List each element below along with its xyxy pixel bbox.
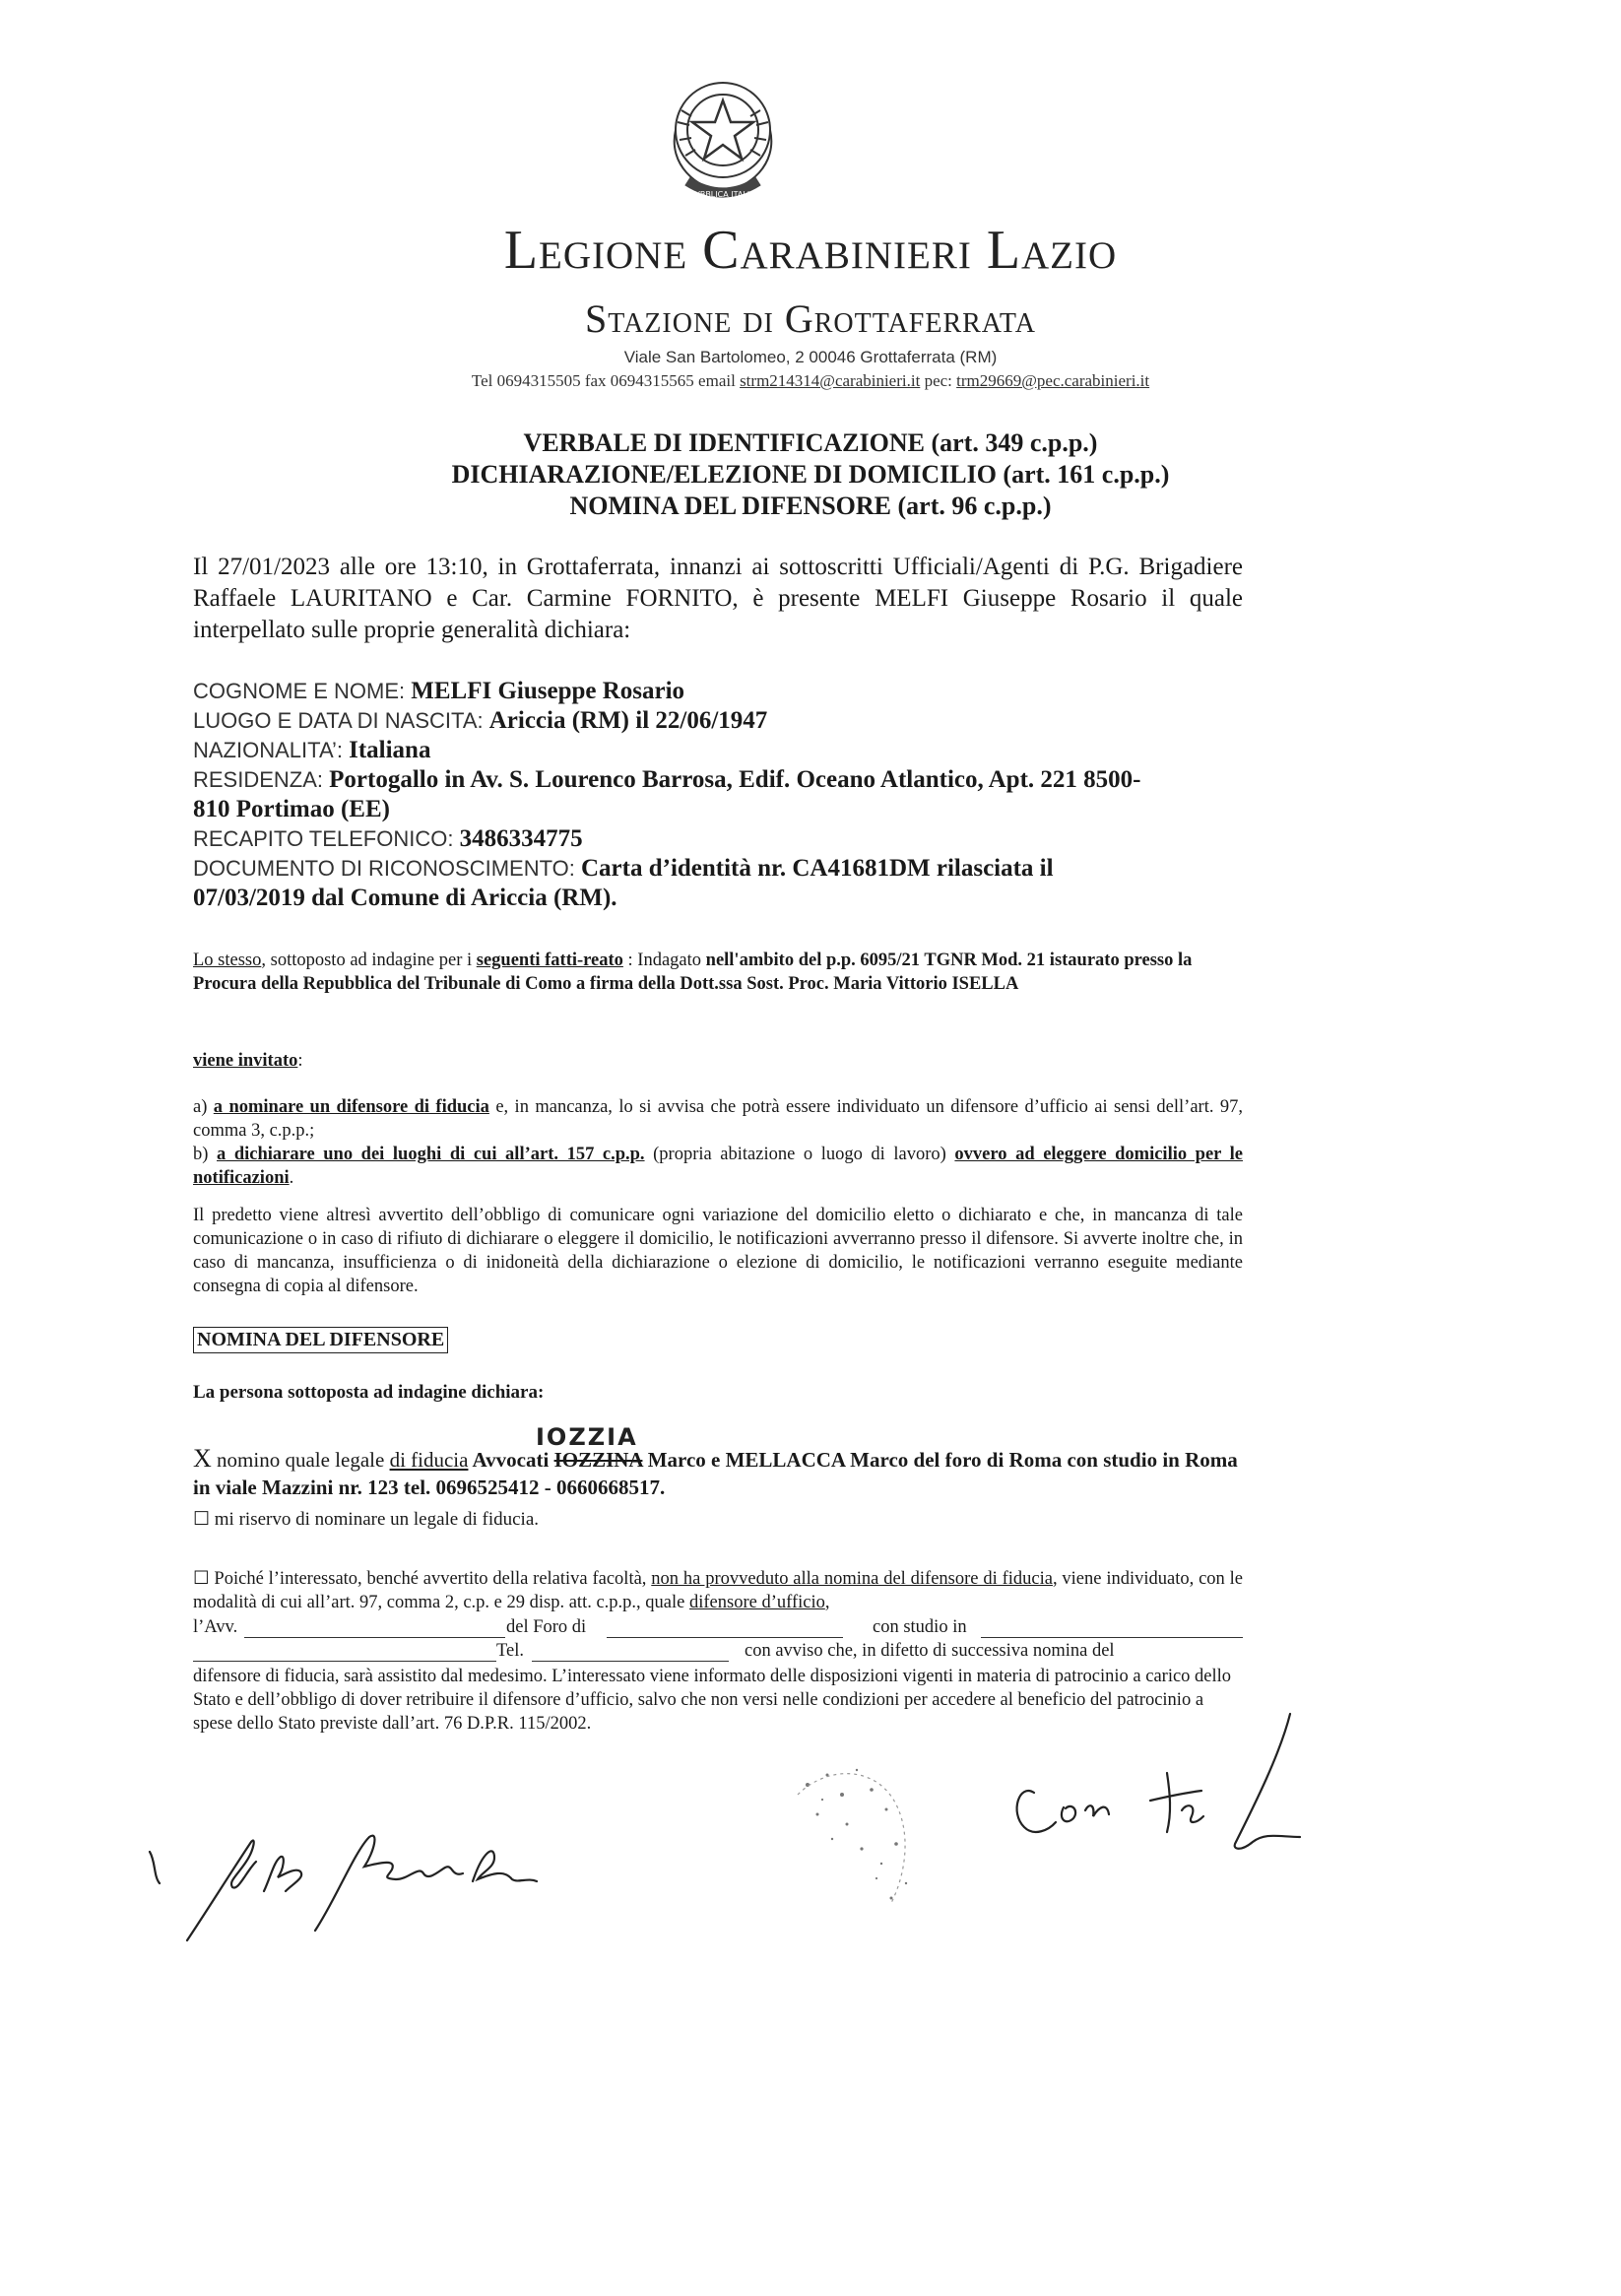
org-heading: Legione Carabinieri Lazio bbox=[503, 220, 1118, 281]
item-b-end: . bbox=[289, 1168, 294, 1188]
studio-label: con studio in bbox=[873, 1617, 967, 1637]
tel-blank[interactable] bbox=[532, 1641, 729, 1662]
di-fiducia: di fiducia bbox=[389, 1448, 469, 1472]
item-a-bold: a nominare un difensore di fiducia bbox=[213, 1097, 489, 1117]
name-label: COGNOME E NOME: bbox=[193, 679, 412, 703]
station-pec-link[interactable]: trm29669@pec.carabinieri.it bbox=[956, 371, 1150, 390]
investigation-details: nell'ambito del p.p. 6095/21 TGNR Mod. 21 istaurato presso la Procura della Repubblica del Tribunale di Como a firma della Dott.ssa Sost. Proc. Maria Vittorio ISELLA bbox=[193, 951, 1193, 994]
station-email-link[interactable]: strm214314@carabinieri.it bbox=[740, 371, 921, 390]
struck-name: IOZZINA bbox=[553, 1448, 643, 1472]
nomina-section-box: NOMINA DEL DIFENSORE bbox=[193, 1327, 448, 1353]
item-b-mid: (propria abitazione o luogo di lavoro) bbox=[644, 1145, 955, 1164]
document-value-2: 07/03/2019 dal Comune di Ariccia (RM). bbox=[193, 885, 617, 911]
invitato-colon: : bbox=[297, 1051, 303, 1071]
name-value: MELFI Giuseppe Rosario bbox=[411, 678, 685, 704]
x-mark[interactable]: X bbox=[193, 1444, 212, 1473]
avv-blank[interactable] bbox=[244, 1617, 505, 1638]
handwritten-correction: IOZZIA bbox=[536, 1423, 638, 1451]
residence-value-1: Portogallo in Av. S. Lourenco Barrosa, Edif. Oceano Atlantico, Apt. 221 8500- bbox=[329, 766, 1141, 793]
phone-value: 3486334775 bbox=[459, 825, 583, 852]
title-nomina: NOMINA DEL DIFENSORE (art. 96 c.p.p.) bbox=[569, 492, 1052, 520]
ufficio-paragraph[interactable] bbox=[193, 1567, 1243, 1614]
intro-paragraph: Il 27/01/2023 alle ore 13:10, in Grottaferrata, innanzi ai sottoscritti Ufficiali/Agenti di P.G. Brigadiere Raffaele LAURITANO e Car. Carmine FORNITO, è presente MELFI Giuseppe Rosario il quale interpellato sulle proprie generalità dichiara: bbox=[193, 554, 1243, 643]
birth-label: LUOGO E DATA DI NASCITA: bbox=[193, 708, 489, 733]
item-a-prefix: a) bbox=[193, 1097, 214, 1117]
studio-blank-2[interactable] bbox=[193, 1641, 496, 1662]
poiche-text-3: , bbox=[824, 1593, 830, 1612]
persona-dichiara: La persona sottoposta ad indagine dichiara: bbox=[193, 1382, 545, 1403]
poiche-underlined-2: difensore d’ufficio bbox=[689, 1593, 825, 1612]
invitation-items bbox=[193, 1095, 1243, 1190]
title-domicilio: DICHIARAZIONE/ELEZIONE DI DOMICILIO (art. 161 c.p.p.) bbox=[451, 460, 1170, 489]
item-a bbox=[193, 1095, 1243, 1143]
document-value-1: Carta d’identità nr. CA41681DM rilasciata il bbox=[580, 855, 1054, 882]
invitato-label: viene invitato bbox=[193, 1051, 298, 1071]
investigation-paragraph bbox=[193, 949, 1243, 996]
fatti-reato: seguenti fatti-reato bbox=[476, 951, 623, 970]
nationality-label: NAZIONALITA’: bbox=[193, 738, 350, 762]
title-verbale: VERBALE DI IDENTIFICAZIONE (art. 349 c.p.p.) bbox=[523, 428, 1098, 457]
italian-republic-emblem bbox=[658, 71, 788, 207]
residence-value-2: 810 Portimao (EE) bbox=[193, 796, 390, 822]
signature-officers bbox=[995, 1694, 1320, 1891]
residence-label: RESIDENZA: bbox=[193, 767, 330, 792]
closing-paragraph: difensore di fiducia, sarà assistito dal medesimo. L’interessato viene informato delle disposizioni vigenti in materia di patrocinio a carico dello Stato e dell’obbligo di dover retribuire il difensore d’ufficio, salvo che non versi nelle condizioni per accedere al beneficio del patrocinio a spese dello Stato previste dall’art. 76 D.P.R. 115/2002. bbox=[193, 1667, 1232, 1734]
station-address: Viale San Bartolomeo, 2 00046 Grottaferrata (RM) bbox=[623, 348, 998, 366]
personal-details bbox=[193, 677, 1243, 913]
item-a-rest: e, in mancanza, lo si avvisa che potrà essere individuato un difensore d’ufficio ai sensi dell’art. 97, comma 3, c.p.p.; bbox=[193, 1097, 1243, 1141]
nomina-lawyers: Marco e MELLACCA Marco del foro di Roma con studio in Roma in viale Mazzini nr. 123 tel. 0696525412 - 0660668517. bbox=[193, 1448, 1238, 1499]
station-heading: Stazione di Grottaferrata bbox=[584, 296, 1037, 341]
investigation-text-2: : Indagato bbox=[622, 951, 706, 970]
tel-label: Tel. bbox=[496, 1641, 524, 1661]
poiche-underlined-1: non ha provveduto alla nomina del difensore di fiducia bbox=[651, 1569, 1053, 1589]
item-b-prefix: b) bbox=[193, 1145, 217, 1164]
avv-label: l’Avv. bbox=[193, 1617, 238, 1637]
studio-blank[interactable] bbox=[981, 1617, 1243, 1638]
poiche-text-2: , viene individuato, con le modalità di cui all’art. 97, comma 2, c.p. e 29 disp. att. c.p.p., quale bbox=[193, 1569, 1243, 1612]
con-avviso-text: con avviso che, in difetto di successiva nomina del bbox=[745, 1641, 1115, 1661]
lo-stesso: Lo stesso bbox=[193, 951, 262, 970]
fill-row-tel bbox=[193, 1641, 1243, 1665]
riservo-checkbox-line[interactable]: ☐ mi riservo di nominare un legale di fiducia. bbox=[193, 1509, 540, 1530]
investigation-text-1: , sottoposto ad indagine per i bbox=[261, 951, 477, 970]
phone-label: RECAPITO TELEFONICO: bbox=[193, 826, 460, 851]
nationality-value: Italiana bbox=[349, 737, 431, 763]
nomina-text-2: Avvocati bbox=[468, 1448, 554, 1472]
document-label: DOCUMENTO DI RICONOSCIMENTO: bbox=[193, 856, 581, 881]
invitato-heading bbox=[193, 1049, 1243, 1073]
birth-value: Ariccia (RM) il 22/06/1947 bbox=[488, 707, 768, 734]
nomina-text-1: nomino quale legale bbox=[211, 1448, 390, 1472]
ink-stamp bbox=[788, 1755, 926, 1913]
station-contacts bbox=[0, 371, 1621, 391]
fill-row-avv bbox=[193, 1617, 1243, 1641]
foro-label: del Foro di bbox=[506, 1617, 587, 1637]
poiche-text-1: ☐ Poiché l’interessato, benché avvertito della relativa facoltà, bbox=[193, 1569, 652, 1589]
foro-blank[interactable] bbox=[607, 1617, 843, 1638]
contacts-phone-fax: Tel 0694315505 fax 0694315565 email bbox=[471, 371, 741, 390]
nomina-paragraph bbox=[193, 1445, 1243, 1501]
pec-label: pec: bbox=[920, 371, 957, 390]
warning-paragraph: Il predetto viene altresì avvertito dell’obbligo di comunicare ogni variazione del domicilio eletto o dichiarato e che, in mancanza di tale comunicazione o in caso di rifiuto di dichiarare o eleggere il domicilio, le notificazioni avverranno presso il difensore. Si avverte inoltre che, in caso di mancanza, insufficienza o di inidoneità della dichiarazione o elezione di domicilio, le notificazioni verranno eseguite mediante consegna di copia al difensore. bbox=[193, 1206, 1243, 1296]
svg-text:REPVBBLICA ITALIANA: REPVBBLICA ITALIANA bbox=[679, 190, 767, 199]
item-b-bold: a dichiarare uno dei luoghi di cui all’art. 157 c.p.p. bbox=[217, 1145, 645, 1164]
item-b-bold-2: ovvero ad eleggere domicilio per le notificazioni bbox=[193, 1145, 1243, 1188]
item-b bbox=[193, 1143, 1243, 1190]
signature-indagato bbox=[138, 1822, 571, 1960]
